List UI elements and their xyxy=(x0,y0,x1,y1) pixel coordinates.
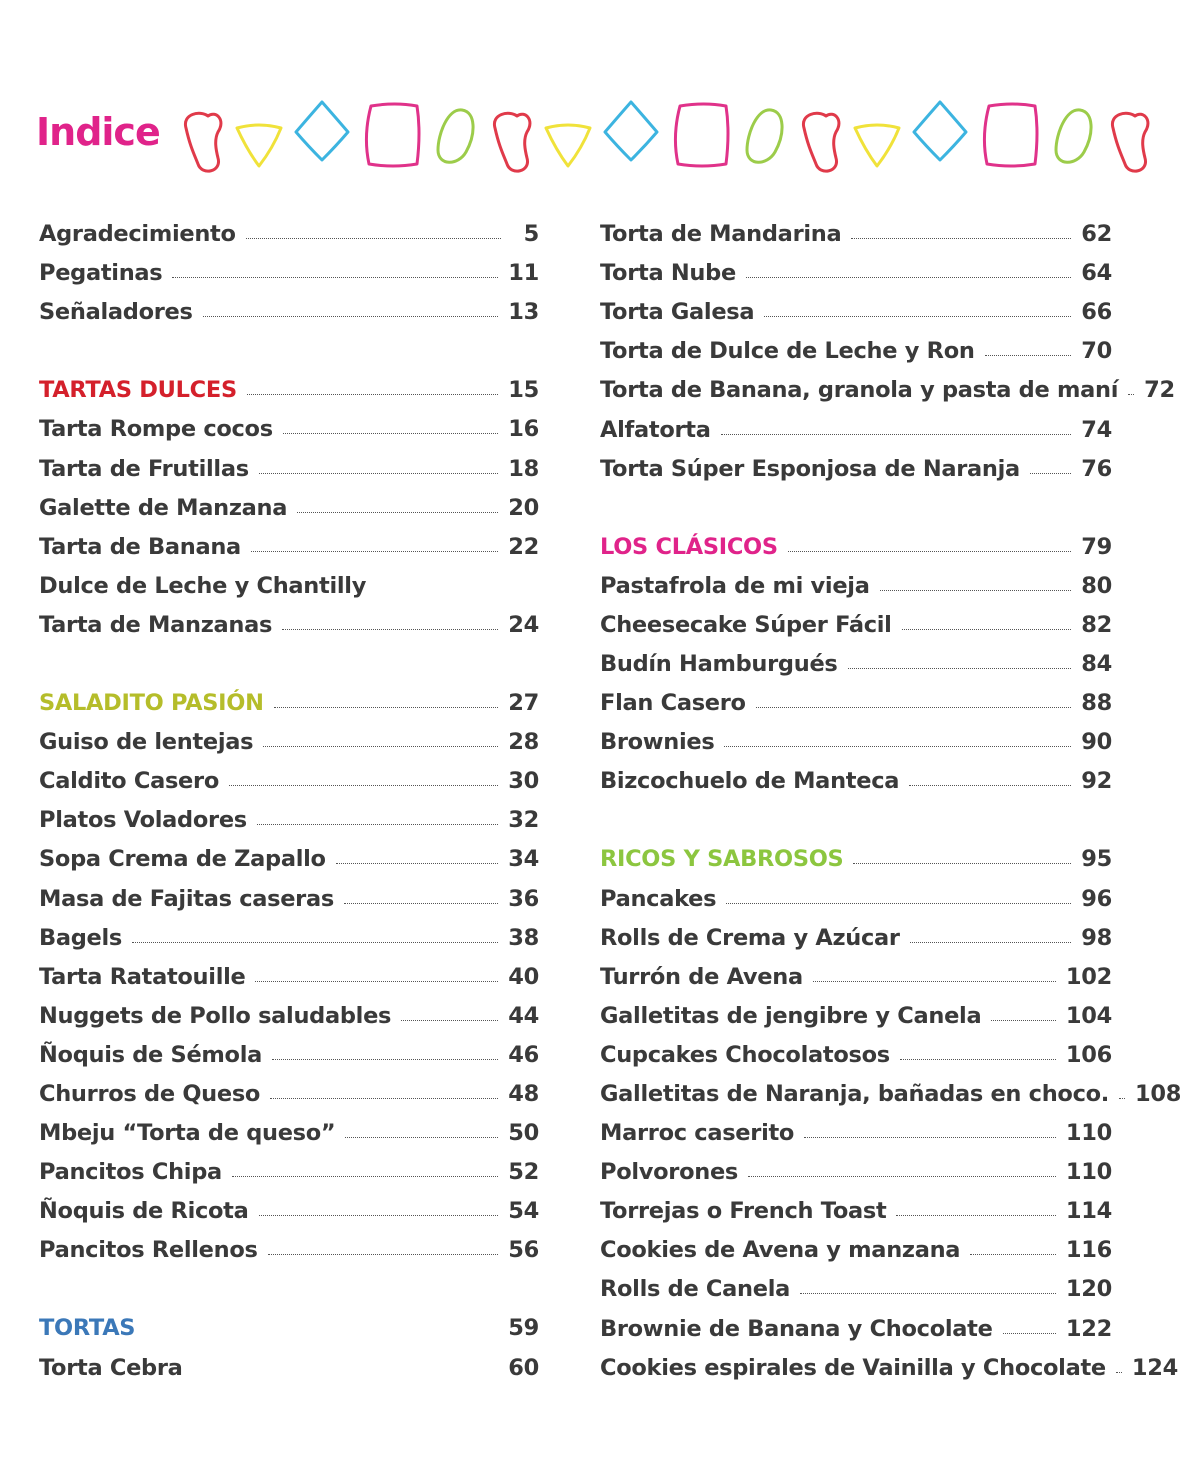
peanut-shape xyxy=(494,113,530,171)
toc-page-number: 82 xyxy=(1081,611,1112,638)
toc-entry-label: Pancakes xyxy=(600,885,717,912)
dot-leader xyxy=(257,824,498,825)
oval-shape xyxy=(747,110,782,162)
toc-page-number: 95 xyxy=(1081,846,1112,873)
dot-leader xyxy=(247,394,498,395)
toc-entry[interactable] xyxy=(600,1074,1181,1113)
toc-entry[interactable] xyxy=(39,253,539,292)
dot-leader xyxy=(788,551,1071,552)
toc-entry[interactable] xyxy=(39,839,539,878)
dot-leader xyxy=(804,1137,1056,1138)
toc-entry-label: Galletitas de jengibre y Canela xyxy=(600,1002,982,1029)
toc-section-heading[interactable] xyxy=(600,839,1112,878)
toc-entry[interactable] xyxy=(39,1074,539,1113)
dot-leader xyxy=(726,903,1071,904)
dot-leader xyxy=(853,863,1071,864)
toc-entry[interactable] xyxy=(39,488,539,527)
dot-leader xyxy=(203,316,499,317)
dot-leader xyxy=(800,1293,1056,1294)
toc-section-heading[interactable] xyxy=(39,683,539,722)
dot-leader xyxy=(255,981,498,982)
triangle-shape xyxy=(546,125,590,166)
toc-page-number: 32 xyxy=(508,807,539,834)
dot-leader xyxy=(896,1215,1055,1216)
toc-page-number: 13 xyxy=(508,299,539,326)
toc-entry[interactable] xyxy=(39,1113,539,1152)
dot-leader xyxy=(172,277,498,278)
toc-section-heading[interactable] xyxy=(39,370,539,409)
diamond-shape xyxy=(914,102,966,160)
peanut-shape xyxy=(185,113,221,171)
dot-leader xyxy=(229,785,498,786)
toc-entry-label: Brownies xyxy=(600,729,715,756)
toc-entry-label: Torta de Dulce de Leche y Ron xyxy=(600,338,975,365)
toc-entry-label: Ñoquis de Sémola xyxy=(39,1041,263,1068)
toc-page-number: 79 xyxy=(1081,533,1112,560)
toc-entry[interactable] xyxy=(600,449,1112,488)
toc-entry[interactable] xyxy=(600,1269,1112,1308)
toc-page-number: 22 xyxy=(508,533,539,560)
dot-leader xyxy=(259,473,498,474)
toc-page-number: 76 xyxy=(1081,455,1112,482)
toc-entry-label: Rolls de Canela xyxy=(600,1276,791,1303)
dot-leader xyxy=(813,981,1056,982)
toc-entry[interactable] xyxy=(600,1113,1112,1152)
toc-entry-label: Churros de Queso xyxy=(39,1080,261,1107)
toc-entry[interactable] xyxy=(600,605,1112,644)
toc-section-heading[interactable] xyxy=(39,1308,539,1347)
toc-entry[interactable] xyxy=(39,1230,539,1269)
toc-entry-label: Masa de Fajitas caseras xyxy=(39,885,334,912)
toc-entry-label: Caldito Casero xyxy=(39,768,219,795)
toc-page-number: 15 xyxy=(508,377,539,404)
toc-page-number: 40 xyxy=(508,963,539,990)
toc-entry-label: Mbeju “Torta de queso” xyxy=(39,1120,336,1147)
toc-entry-label: Ñoquis de Ricota xyxy=(39,1198,249,1225)
dot-leader xyxy=(401,1020,498,1021)
dot-leader xyxy=(721,434,1072,435)
toc-page-number: 122 xyxy=(1065,1315,1112,1342)
dot-leader xyxy=(985,355,1072,356)
toc-page-number: 96 xyxy=(1081,885,1112,912)
toc-entry[interactable] xyxy=(600,566,1112,605)
toc-entry[interactable] xyxy=(39,1152,539,1191)
toc-entry-label: Tarta de Frutillas xyxy=(39,455,249,482)
toc-entry[interactable] xyxy=(600,214,1112,253)
toc-entry-label: Polvorones xyxy=(600,1159,739,1186)
page-title: Indice xyxy=(36,110,160,154)
toc-page-number: 36 xyxy=(508,885,539,912)
toc-entry-label: Tarta Ratatouille xyxy=(39,963,246,990)
toc-entry-label: Flan Casero xyxy=(600,690,746,717)
toc-entry-label: Pegatinas xyxy=(39,260,163,287)
toc-entry-label: Señaladores xyxy=(39,299,193,326)
toc-entry[interactable] xyxy=(39,1035,539,1074)
dot-leader xyxy=(991,1020,1056,1021)
oval-shape xyxy=(438,110,473,162)
dot-leader xyxy=(902,629,1072,630)
toc-entry-label: Torta de Banana, granola y pasta de maní xyxy=(600,377,1119,404)
toc-entry-label: Torta de Mandarina xyxy=(600,221,842,248)
dot-leader xyxy=(251,551,498,552)
toc-entry-label: Alfatorta xyxy=(600,416,711,443)
dot-leader xyxy=(1030,473,1071,474)
toc-entry-label: TORTAS xyxy=(39,1315,136,1342)
toc-entry-label: Nuggets de Pollo saludables xyxy=(39,1002,392,1029)
dot-leader xyxy=(232,1176,498,1177)
toc-entry[interactable] xyxy=(600,1230,1112,1269)
toc-entry-label: Cookies espirales de Vainilla y Chocolate xyxy=(600,1354,1106,1381)
peanut-shape xyxy=(1112,113,1148,171)
toc-page-number: 116 xyxy=(1065,1237,1112,1264)
dot-leader xyxy=(336,863,499,864)
dot-leader xyxy=(246,238,501,239)
toc-entry-label: Brownie de Banana y Chocolate xyxy=(600,1315,993,1342)
oval-shape xyxy=(1056,110,1091,162)
dot-leader xyxy=(880,590,1072,591)
toc-entry[interactable] xyxy=(39,918,539,957)
toc-entry-label: Bagels xyxy=(39,924,123,951)
toc-left-column xyxy=(39,214,539,1387)
toc-entry-label: TARTAS DULCES xyxy=(39,377,237,404)
toc-page-number: 72 xyxy=(1144,377,1175,404)
dot-leader xyxy=(909,785,1071,786)
toc-entry[interactable] xyxy=(39,292,539,331)
dot-leader xyxy=(132,942,498,943)
toc-entry[interactable] xyxy=(39,409,539,448)
dot-leader xyxy=(746,277,1071,278)
toc-entry-label: Tarta de Manzanas xyxy=(39,611,273,638)
toc-entry[interactable] xyxy=(39,761,539,800)
toc-entry[interactable] xyxy=(600,1191,1112,1230)
toc-entry[interactable] xyxy=(39,996,539,1035)
toc-entry[interactable] xyxy=(39,605,539,644)
dot-leader xyxy=(756,707,1072,708)
toc-entry-label: Turrón de Avena xyxy=(600,963,803,990)
decorative-shapes-border xyxy=(178,92,1178,182)
dot-leader xyxy=(272,1059,498,1060)
toc-page-number: 74 xyxy=(1081,416,1112,443)
toc-page-number: 88 xyxy=(1081,690,1112,717)
dot-leader xyxy=(297,512,498,513)
toc-page-number: 18 xyxy=(508,455,539,482)
toc-page-number: 106 xyxy=(1065,1041,1112,1068)
toc-entry[interactable] xyxy=(39,566,539,605)
dot-leader xyxy=(724,746,1071,747)
toc-entry-label: Dulce de Leche y Chantilly xyxy=(39,572,367,599)
toc-right-column xyxy=(600,214,1181,1387)
toc-page-number: 62 xyxy=(1081,221,1112,248)
toc-page-number: 48 xyxy=(508,1080,539,1107)
toc-page-number: 5 xyxy=(523,221,539,248)
toc-page-number: 59 xyxy=(508,1315,539,1342)
toc-page-number: 70 xyxy=(1081,338,1112,365)
toc-page-number: 27 xyxy=(508,690,539,717)
toc-page-number: 98 xyxy=(1081,924,1112,951)
toc-page-number: 60 xyxy=(508,1354,539,1381)
toc-entry[interactable] xyxy=(600,409,1112,448)
toc-section-heading[interactable] xyxy=(600,527,1112,566)
toc-entry[interactable] xyxy=(600,722,1112,761)
toc-entry[interactable] xyxy=(600,1152,1112,1191)
dot-leader xyxy=(748,1176,1056,1177)
dot-leader xyxy=(1119,1098,1125,1099)
toc-entry[interactable] xyxy=(600,644,1112,683)
dot-leader xyxy=(268,1254,499,1255)
dot-leader xyxy=(1116,1372,1122,1373)
toc-entry-label: Tarta de Banana xyxy=(39,533,241,560)
toc-page-number: 56 xyxy=(508,1237,539,1264)
dot-leader xyxy=(263,746,498,747)
triangle-shape xyxy=(855,125,899,166)
toc-entry[interactable] xyxy=(600,292,1112,331)
toc-entry-label: LOS CLÁSICOS xyxy=(600,533,778,560)
toc-entry-label: Cupcakes Chocolatosos xyxy=(600,1041,890,1068)
square-shape xyxy=(675,104,728,166)
toc-entry[interactable] xyxy=(39,1347,539,1386)
toc-page-number: 120 xyxy=(1065,1276,1112,1303)
toc-entry-label: Pancitos Chipa xyxy=(39,1159,222,1186)
triangle-shape xyxy=(237,125,281,166)
dot-leader xyxy=(848,668,1072,669)
toc-page-number: 20 xyxy=(508,494,539,521)
toc-entry[interactable] xyxy=(600,1308,1112,1347)
toc-entry-label: Guiso de lentejas xyxy=(39,729,254,756)
toc-entry[interactable] xyxy=(600,996,1112,1035)
square-shape xyxy=(366,104,419,166)
toc-entry[interactable] xyxy=(39,722,539,761)
toc-page-number: 28 xyxy=(508,729,539,756)
toc-entry[interactable] xyxy=(39,527,539,566)
toc-entry-label: SALADITO PASIÓN xyxy=(39,690,264,717)
toc-entry-label: Torta Súper Esponjosa de Naranja xyxy=(600,455,1020,482)
toc-entry[interactable] xyxy=(600,683,1112,722)
dot-leader xyxy=(900,1059,1056,1060)
dot-leader xyxy=(282,629,498,630)
toc-entry[interactable] xyxy=(39,1191,539,1230)
toc-page-number: 110 xyxy=(1065,1120,1112,1147)
toc-entry-label: Cookies de Avena y manzana xyxy=(600,1237,961,1264)
toc-entry[interactable] xyxy=(39,878,539,917)
toc-page-number: 38 xyxy=(508,924,539,951)
toc-page-number: 24 xyxy=(508,611,539,638)
diamond-shape xyxy=(296,102,348,160)
toc-entry-label: Budín Hamburgués xyxy=(600,651,838,678)
toc-entry[interactable] xyxy=(39,214,539,253)
toc-entry-label: Pastafrola de mi vieja xyxy=(600,572,870,599)
toc-entry-label: Platos Voladores xyxy=(39,807,247,834)
toc-entry[interactable] xyxy=(600,253,1112,292)
toc-entry[interactable] xyxy=(39,800,539,839)
dot-leader xyxy=(1003,1333,1056,1334)
toc-page-number: 104 xyxy=(1065,1002,1112,1029)
toc-entry-label: Torta Cebra xyxy=(39,1354,183,1381)
toc-page-number: 44 xyxy=(508,1002,539,1029)
dot-leader xyxy=(851,238,1071,239)
toc-entry[interactable] xyxy=(600,918,1112,957)
toc-page-number: 54 xyxy=(508,1198,539,1225)
dot-leader xyxy=(970,1254,1056,1255)
toc-page-number: 66 xyxy=(1081,299,1112,326)
toc-page-number: 102 xyxy=(1065,963,1112,990)
dot-leader xyxy=(345,1137,498,1138)
toc-page-number: 16 xyxy=(508,416,539,443)
toc-page-number: 80 xyxy=(1081,572,1112,599)
toc-page-number: 92 xyxy=(1081,768,1112,795)
toc-entry[interactable] xyxy=(600,1348,1178,1387)
diamond-shape xyxy=(605,102,657,160)
toc-page-number: 124 xyxy=(1131,1354,1178,1381)
toc-entry-label: Torta Galesa xyxy=(600,299,755,326)
dot-leader xyxy=(270,1098,498,1099)
dot-leader xyxy=(764,316,1071,317)
toc-page-number: 90 xyxy=(1081,729,1112,756)
toc-entry[interactable] xyxy=(39,448,539,487)
toc-page-number: 30 xyxy=(508,768,539,795)
toc-entry[interactable] xyxy=(600,331,1112,370)
dot-leader xyxy=(274,707,499,708)
toc-entry-label: Cheesecake Súper Fácil xyxy=(600,611,892,638)
toc-page-number: 84 xyxy=(1081,651,1112,678)
toc-page-number: 52 xyxy=(508,1159,539,1186)
toc-page-number: 114 xyxy=(1065,1198,1112,1225)
toc-entry-label: Marroc caserito xyxy=(600,1120,795,1147)
toc-entry[interactable] xyxy=(600,878,1112,917)
toc-page-number: 108 xyxy=(1135,1080,1181,1107)
toc-entry-label: RICOS Y SABROSOS xyxy=(600,846,844,873)
dot-leader xyxy=(259,1215,499,1216)
square-shape xyxy=(984,104,1037,166)
toc-page-number: 11 xyxy=(508,260,539,287)
toc-entry[interactable] xyxy=(600,370,1175,409)
toc-entry-label: Galletitas de Naranja, bañadas en choco. xyxy=(600,1080,1110,1107)
toc-entry[interactable] xyxy=(600,761,1112,800)
toc-page-number: 110 xyxy=(1065,1159,1112,1186)
dot-leader xyxy=(283,433,498,434)
toc-entry[interactable] xyxy=(600,1035,1112,1074)
toc-entry[interactable] xyxy=(600,957,1112,996)
toc-entry-label: Galette de Manzana xyxy=(39,494,288,521)
toc-entry-label: Pancitos Rellenos xyxy=(39,1237,258,1264)
toc-entry-label: Sopa Crema de Zapallo xyxy=(39,846,326,873)
toc-entry-label: Torrejas o French Toast xyxy=(600,1198,887,1225)
dot-leader xyxy=(344,903,498,904)
toc-entry-label: Torta Nube xyxy=(600,260,736,287)
toc-page-number: 46 xyxy=(508,1041,539,1068)
toc-entry[interactable] xyxy=(39,957,539,996)
toc-entry-label: Agradecimiento xyxy=(39,221,236,248)
toc-entry-label: Tarta Rompe cocos xyxy=(39,416,273,443)
dot-leader xyxy=(910,942,1072,943)
toc-entry-label: Rolls de Crema y Azúcar xyxy=(600,924,900,951)
dot-leader xyxy=(1128,394,1134,395)
toc-page-number: 64 xyxy=(1081,260,1112,287)
toc-entry-label: Bizcochuelo de Manteca xyxy=(600,768,900,795)
index-header xyxy=(36,92,1170,182)
toc-page-number: 34 xyxy=(508,846,539,873)
toc-page-number: 50 xyxy=(508,1120,539,1147)
peanut-shape xyxy=(803,113,839,171)
